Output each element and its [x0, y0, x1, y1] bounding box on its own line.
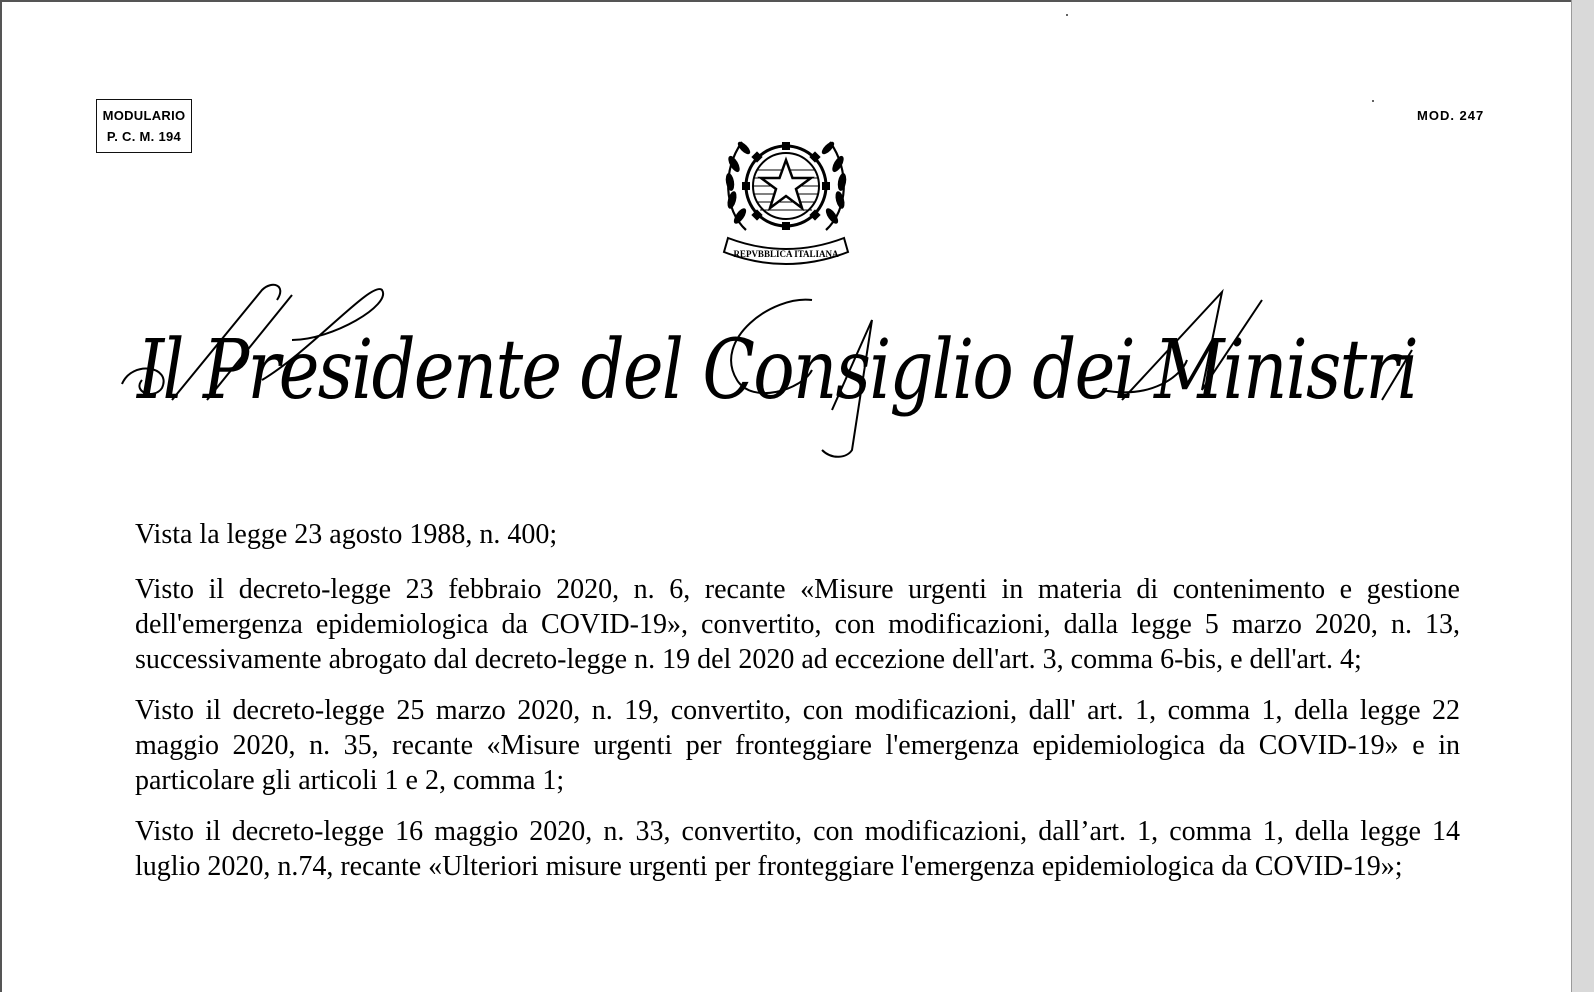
- document-body: [135, 517, 1460, 900]
- title-script-text: Il Presidente del Consiglio dei Ministri: [135, 323, 1417, 418]
- viewer-edge: [1571, 0, 1594, 992]
- paragraph-2: Visto il decreto-legge 23 febbraio 2020, n. 6, recante «Misure urgenti in materia di contenimento e gestione dell'emergenza epidemiologica da COVID-19», convertito, con modificazioni, dalla legge 5 marzo 2020, n. 13, successivamente abrogato dal decreto-legge n. 19 del 2020 ad eccezione dell'art. 3, comma 6-bis, e dell'art. 4;: [135, 574, 1460, 675]
- paragraph-4: Visto il decreto-legge 16 maggio 2020, n. 33, convertito, con modificazioni, dall’art. 1, comma 1, della legge 14 luglio 2020, n.74, recante «Ulteriori misure urgenti per fronteggiare l'emergenza epidemiologica da COVID-19»;: [135, 816, 1460, 882]
- paragraph-1: Vista la legge 23 agosto 1988, n. 400;: [135, 519, 558, 550]
- italian-republic-emblem-icon: [720, 120, 852, 276]
- mod-code: MOD. 247: [1417, 108, 1485, 123]
- emblem-ribbon-text: REPVBBLICA ITALIANA: [733, 249, 839, 259]
- scan-speck: [1372, 100, 1374, 102]
- modulario-stamp: [96, 99, 192, 153]
- scan-speck: [1066, 14, 1068, 16]
- paragraph-3: Visto il decreto-legge 25 marzo 2020, n. 19, convertito, con modificazioni, dall' art. 1, comma 1, della legge 22 maggio 2020, n. 35, recante «Misure urgenti per fronteggiare l'emergenza epidemiologica da COVID-19» e in particolare gli articoli 1 e 2, comma 1;: [135, 695, 1460, 796]
- stamp-line-2: P. C. M. 194: [106, 129, 182, 144]
- stamp-line-1: MODULARIO: [102, 108, 186, 123]
- president-title-script: [112, 280, 1442, 460]
